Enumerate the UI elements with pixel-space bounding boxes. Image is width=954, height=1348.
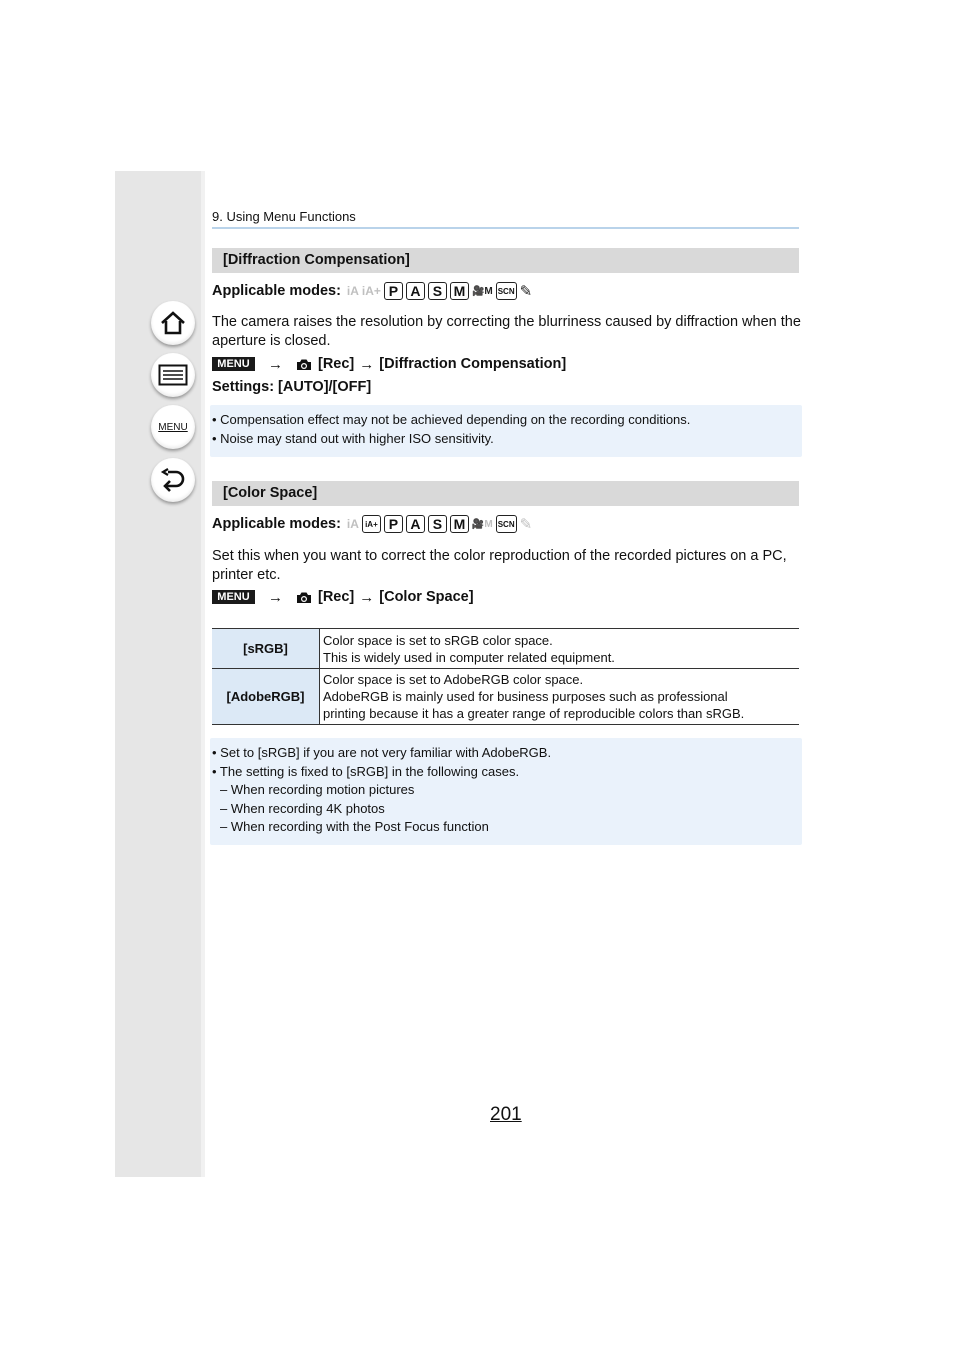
mode-movie-icon: 🎥M [471, 518, 493, 530]
table-line: Color space is set to AdobeRGB color space. [323, 672, 584, 687]
mode-scn-icon: SCN [496, 282, 517, 300]
arrow: → [359, 355, 375, 373]
menu-path [212, 587, 474, 607]
mode-creative-icon: ✎ [519, 283, 533, 300]
path-item: [Diffraction Compensation] [379, 356, 567, 372]
note-sub-item: – When recording with the Post Focus function [220, 819, 489, 834]
section-title-diffraction: [Diffraction Compensation] [212, 248, 799, 273]
page-number: 201 [490, 1104, 522, 1125]
mode-ia-plus-icon: iA+ [361, 284, 381, 298]
note-item: • Set to [sRGB] if you are not very familiar with AdobeRGB. [212, 745, 552, 760]
mode-a-icon: A [406, 282, 425, 300]
camera-icon [296, 358, 312, 371]
table-line: printing because it has a greater range of reproducible colors than sRGB. [323, 706, 745, 721]
breadcrumb-divider [212, 227, 799, 229]
mode-a-icon: A [406, 515, 425, 533]
arrow: → [268, 588, 283, 606]
arrow: → [268, 355, 283, 373]
mode-scn-icon: SCN [496, 515, 517, 533]
note-sub-item: – When recording motion pictures [220, 782, 415, 797]
modes-label: Applicable modes: [212, 516, 341, 532]
note-item: • Compensation effect may not be achieved depending on the recording conditions. [212, 412, 691, 427]
mode-s-icon: S [428, 282, 447, 300]
menu-path [212, 354, 566, 374]
table-row [212, 629, 799, 669]
description: The camera raises the resolution by correcting the blurriness caused by diffraction when the aperture is closed. [212, 314, 801, 349]
home-button[interactable] [151, 301, 195, 345]
section-title-color-space: [Color Space] [212, 481, 799, 506]
contents-button[interactable] [151, 353, 195, 397]
note-box [210, 738, 802, 845]
path-rec: [Rec] [318, 356, 355, 372]
camera-icon [296, 591, 312, 604]
mode-creative-icon: ✎ [519, 516, 533, 533]
path-rec: [Rec] [318, 589, 355, 605]
mode-p-icon: P [384, 515, 403, 533]
settings-line: Settings: [AUTO]/[OFF] [212, 379, 372, 395]
applicable-modes-row [212, 279, 535, 303]
breadcrumb: 9. Using Menu Functions [212, 209, 356, 224]
menu-label: MENU [158, 421, 188, 433]
mode-ia-icon: iA [346, 517, 359, 531]
path-item: [Color Space] [379, 589, 474, 605]
mode-ia-icon: iA [346, 284, 359, 298]
arrow: → [359, 588, 375, 606]
mode-movie-icon: 🎥M [471, 285, 493, 297]
menu-button[interactable] [151, 405, 195, 449]
description: Set this when you want to correct the color reproduction of the recorded pictures on a PC, printer etc. [212, 548, 787, 583]
color-space-table [212, 628, 799, 725]
table-key: [sRGB] [212, 629, 320, 669]
table-line: This is widely used in computer related equipment. [323, 649, 615, 665]
note-item: • The setting is fixed to [sRGB] in the following cases. [212, 763, 520, 779]
applicable-modes-row [212, 512, 535, 536]
table-line: Color space is set to sRGB color space. [323, 632, 553, 648]
sidebar-edge [201, 171, 205, 1177]
table-row [212, 669, 799, 725]
back-icon [159, 468, 187, 492]
mode-s-icon: S [428, 515, 447, 533]
mode-m-icon: M [450, 515, 469, 533]
menu-badge: MENU [212, 590, 255, 604]
mode-p-icon: P [384, 282, 403, 300]
home-icon [159, 310, 187, 336]
back-button[interactable] [151, 458, 195, 502]
table-line: AdobeRGB is mainly used for business purposes such as professional [323, 689, 728, 704]
list-icon [158, 364, 188, 386]
table-value [320, 629, 800, 669]
mode-m-icon: M [450, 282, 469, 300]
note-item: • Noise may stand out with higher ISO sensitivity. [212, 430, 494, 446]
table-value [320, 669, 800, 725]
note-sub-item: – When recording 4K photos [220, 800, 385, 816]
modes-label: Applicable modes: [212, 283, 341, 299]
menu-badge: MENU [212, 357, 255, 371]
table-key: [AdobeRGB] [212, 669, 320, 725]
mode-ia-plus-icon: iA+ [362, 515, 381, 533]
note-box [210, 405, 802, 457]
